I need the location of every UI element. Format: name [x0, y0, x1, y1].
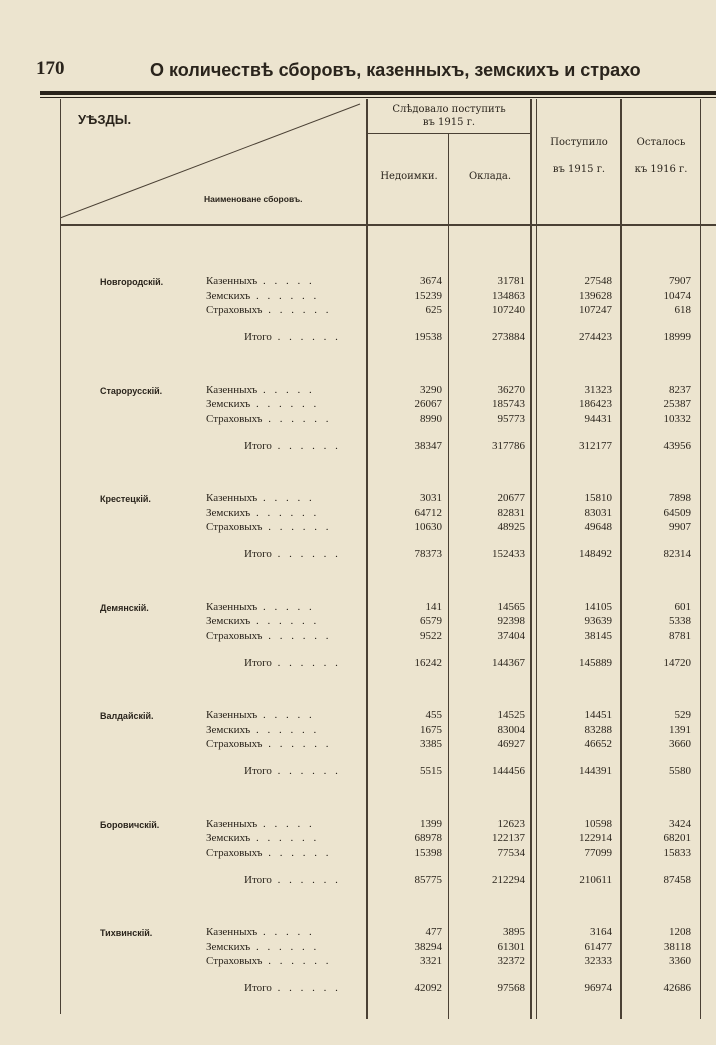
table-cell: 477 — [425, 926, 442, 938]
row-label — [206, 724, 366, 736]
leader-dots: . . . . . . — [250, 940, 320, 953]
page-title: О количествѣ сборовъ, казенныхъ, земскихъ и страхо — [150, 60, 641, 80]
total-cell: 16242 — [414, 656, 442, 669]
leader-dots: . . . . . — [257, 492, 315, 504]
total-cell: 144367 — [492, 656, 525, 669]
row-label-text: Страховыхъ — [206, 738, 263, 750]
table-cell: 82831 — [497, 506, 525, 519]
table-cell: 455 — [425, 709, 442, 721]
column-header-postupilo — [538, 136, 620, 176]
leader-dots: . . . . . . — [250, 723, 320, 736]
table-cell: 68978 — [414, 832, 442, 844]
row-label — [206, 941, 366, 953]
row-label-text: Казенныхъ — [206, 600, 258, 613]
ostalos-line1: Осталось — [636, 137, 686, 148]
row-label-text: Казенныхъ — [206, 926, 258, 938]
leader-dots: . . . . . . — [262, 738, 332, 750]
total-cell: 152433 — [492, 548, 525, 560]
table-cell: 48925 — [497, 521, 525, 533]
row-label-text: Страховыхъ — [206, 955, 263, 967]
table-cell: 3660 — [669, 738, 691, 750]
row-label-text: Земскихъ — [206, 506, 251, 519]
table-cell: 10474 — [663, 289, 691, 302]
table-cell: 26067 — [414, 398, 442, 410]
total-label-text: Итого — [244, 873, 272, 886]
leader-dots: . . . . . — [257, 383, 315, 396]
table-cell: 6579 — [420, 615, 442, 627]
table-cell: 38145 — [584, 629, 612, 642]
table-cell: 3360 — [669, 955, 691, 967]
table-cell: 122137 — [492, 832, 525, 844]
table-cell: 122914 — [579, 832, 612, 844]
table-cell: 3031 — [420, 492, 442, 504]
table-cell: 107247 — [579, 304, 612, 316]
row-label — [206, 521, 366, 533]
row-label-text: Земскихъ — [206, 832, 251, 844]
column-header-naimenovanie: Наименоване сборовъ. — [204, 194, 303, 204]
leader-dots: . . . . . . — [271, 548, 341, 560]
leader-dots: . . . . . . — [250, 506, 320, 519]
column-header-oklada: Оклада. — [468, 171, 512, 182]
total-cell: 18999 — [663, 331, 691, 343]
row-label-text: Казенныхъ — [206, 383, 258, 396]
row-label-text: Страховыхъ — [206, 846, 263, 859]
leader-dots: . . . . . . — [271, 873, 341, 886]
table-cell: 8990 — [420, 412, 442, 425]
leader-dots: . . . . . . — [250, 398, 320, 410]
total-cell: 312177 — [579, 439, 612, 452]
total-label-text: Итого — [244, 548, 272, 560]
table-cell: 83004 — [497, 723, 525, 736]
table-cell: 139628 — [579, 289, 612, 302]
leader-dots: . . . . . . — [262, 521, 332, 533]
district-name: Демянскій. — [100, 602, 149, 613]
table-cell: 1208 — [669, 926, 691, 938]
table-cell: 61477 — [584, 940, 612, 953]
total-label-text: Итого — [244, 656, 272, 669]
table-cell: 14105 — [584, 600, 612, 613]
total-cell: 212294 — [492, 873, 525, 886]
column-divider — [530, 99, 532, 1019]
sledovalo-line1: Слѣдовало поступить — [392, 104, 506, 115]
row-label — [206, 818, 366, 830]
header-rule-thick — [40, 91, 716, 95]
column-divider — [448, 133, 449, 1019]
column-header-nedoimki: Недоимки. — [380, 171, 438, 182]
table-cell: 9522 — [420, 629, 442, 642]
column-header-ostalos — [622, 136, 700, 176]
leader-dots: . . . . . . — [262, 629, 332, 642]
table-cell: 625 — [425, 304, 442, 316]
table-cell: 20677 — [497, 492, 525, 504]
total-cell: 19538 — [414, 331, 442, 343]
table-cell: 68201 — [663, 832, 691, 844]
total-cell: 96974 — [584, 982, 612, 994]
table-cell: 77099 — [584, 846, 612, 859]
row-label-text: Страховыхъ — [206, 629, 263, 642]
sledovalo-line2: въ 1915 г. — [422, 117, 476, 128]
table-cell: 25387 — [663, 398, 691, 410]
row-label — [206, 615, 366, 627]
table-cell: 77534 — [497, 846, 525, 859]
total-cell: 5515 — [420, 765, 442, 777]
leader-dots: . . . . . . — [262, 412, 332, 425]
table-cell: 46927 — [497, 738, 525, 750]
table-cell: 601 — [674, 600, 691, 613]
district-name: Боровичскій. — [100, 819, 160, 830]
table-cell: 93639 — [584, 615, 612, 627]
total-cell: 42686 — [663, 982, 691, 994]
table-cell: 8781 — [669, 629, 691, 642]
table-cell: 5338 — [669, 615, 691, 627]
table-cell: 141 — [425, 600, 442, 613]
leader-dots: . . . . . . — [271, 439, 341, 452]
table-cell: 10630 — [414, 521, 442, 533]
leader-dots: . . . . . . — [271, 656, 341, 669]
table-cell: 618 — [674, 304, 691, 316]
row-label — [206, 275, 366, 287]
total-label — [244, 765, 366, 777]
column-divider — [700, 99, 701, 1019]
leader-dots: . . . . . . — [271, 331, 341, 343]
row-label — [206, 630, 366, 642]
total-label — [244, 657, 366, 669]
table-cell: 32333 — [584, 955, 612, 967]
table-border-left — [60, 99, 61, 1014]
total-label — [244, 874, 366, 886]
total-cell: 78373 — [414, 548, 442, 560]
table-cell: 38118 — [663, 940, 691, 953]
leader-dots: . . . . . . — [262, 846, 332, 859]
row-label-text: Казенныхъ — [206, 492, 258, 504]
total-cell: 210611 — [579, 873, 612, 886]
total-label — [244, 331, 366, 343]
table-cell: 15398 — [414, 846, 442, 859]
total-label — [244, 440, 366, 452]
table-cell: 107240 — [492, 304, 525, 316]
table-cell: 64712 — [414, 506, 442, 519]
row-label — [206, 955, 366, 967]
ostalos-line2: къ 1916 г. — [634, 164, 688, 175]
table-cell: 49648 — [584, 521, 612, 533]
leader-dots: . . . . . — [257, 275, 315, 287]
table-cell: 14565 — [497, 600, 525, 613]
row-label — [206, 398, 366, 410]
table-cell: 46652 — [584, 738, 612, 750]
table-cell: 15810 — [584, 492, 612, 504]
header-bottom-rule — [60, 224, 716, 226]
row-label-text: Казенныхъ — [206, 817, 258, 830]
postupilo-line1: Поступило — [550, 137, 608, 148]
total-label — [244, 548, 366, 560]
leader-dots: . . . . . . — [250, 832, 320, 844]
row-label — [206, 413, 366, 425]
row-label-text: Страховыхъ — [206, 304, 263, 316]
column-divider — [620, 99, 622, 1019]
row-label — [206, 384, 366, 396]
district-name: Крестецкій. — [100, 494, 151, 504]
leader-dots: . . . . . . — [262, 304, 332, 316]
row-label-text: Земскихъ — [206, 940, 251, 953]
row-label-text: Земскихъ — [206, 398, 251, 410]
table-cell: 3290 — [420, 383, 442, 396]
table-cell: 529 — [674, 709, 691, 721]
table-cell: 31781 — [497, 275, 525, 287]
row-label-text: Страховыхъ — [206, 412, 263, 425]
row-label-text: Казенныхъ — [206, 709, 258, 721]
total-label-text: Итого — [244, 982, 272, 994]
district-name: Валдайскій. — [100, 711, 154, 721]
leader-dots: . . . . . . — [262, 955, 332, 967]
total-cell: 43956 — [663, 439, 691, 452]
row-label — [206, 926, 366, 938]
total-cell: 148492 — [579, 548, 612, 560]
total-cell: 5580 — [669, 765, 691, 777]
postupilo-line2: въ 1915 г. — [552, 164, 606, 175]
row-label — [206, 709, 366, 721]
leader-dots: . . . . . — [257, 926, 315, 938]
row-label-text: Земскихъ — [206, 289, 251, 302]
total-label-text: Итого — [244, 765, 272, 777]
leader-dots: . . . . . . — [250, 615, 320, 627]
total-cell: 97568 — [497, 982, 525, 994]
table-cell: 3321 — [420, 955, 442, 967]
table-cell: 27548 — [584, 275, 612, 287]
row-label — [206, 832, 366, 844]
table-cell: 94431 — [584, 412, 612, 425]
header-rule-thin — [40, 97, 716, 98]
total-label-text: Итого — [244, 439, 272, 452]
total-cell: 145889 — [579, 656, 612, 669]
table-cell: 134863 — [492, 289, 525, 302]
table-cell: 3674 — [420, 275, 442, 287]
total-cell: 42092 — [414, 982, 442, 994]
total-label — [244, 982, 366, 994]
row-label — [206, 507, 366, 519]
table-cell: 8237 — [669, 383, 691, 396]
table-cell: 36270 — [497, 383, 525, 396]
total-label-text: Итого — [244, 331, 272, 343]
table-cell: 15239 — [414, 289, 442, 302]
total-cell: 144456 — [492, 765, 525, 777]
table-cell: 186423 — [579, 398, 612, 410]
table-cell: 15833 — [663, 846, 691, 859]
leader-dots: . . . . . — [257, 709, 315, 721]
total-cell: 82314 — [663, 548, 691, 560]
table-cell: 32372 — [497, 955, 525, 967]
row-label — [206, 738, 366, 750]
table-cell: 37404 — [497, 629, 525, 642]
table-cell: 38294 — [414, 940, 442, 953]
row-label-text: Страховыхъ — [206, 521, 263, 533]
leader-dots: . . . . . . — [271, 765, 341, 777]
table-cell: 64509 — [663, 506, 691, 519]
leader-dots: . . . . . — [257, 817, 315, 830]
table-cell: 3895 — [503, 926, 525, 938]
total-cell: 274423 — [579, 331, 612, 343]
leader-dots: . . . . . . — [271, 982, 341, 994]
table-cell: 9907 — [669, 521, 691, 533]
total-cell: 85775 — [414, 873, 442, 886]
table-cell: 1675 — [420, 723, 442, 736]
row-label — [206, 847, 366, 859]
total-cell: 38347 — [414, 439, 442, 452]
total-cell: 87458 — [663, 873, 691, 886]
row-label — [206, 492, 366, 504]
row-label-text: Земскихъ — [206, 615, 251, 627]
table-cell: 7898 — [669, 492, 691, 504]
header-divider — [368, 133, 530, 134]
row-label-text: Казенныхъ — [206, 275, 258, 287]
leader-dots: . . . . . — [257, 600, 315, 613]
table-cell: 10598 — [584, 817, 612, 830]
table-cell: 83288 — [584, 723, 612, 736]
table-cell: 185743 — [492, 398, 525, 410]
row-label — [206, 290, 366, 302]
table-cell: 10332 — [663, 412, 691, 425]
district-name: Новгородскій. — [100, 277, 164, 287]
row-label-text: Земскихъ — [206, 723, 251, 736]
table-cell: 1391 — [669, 723, 691, 736]
row-label — [206, 304, 366, 316]
column-header-uezdy: УѢЗДЫ. — [78, 112, 132, 127]
table-cell: 14525 — [497, 709, 525, 721]
district-name: Тихвинскій. — [100, 928, 153, 938]
table-cell: 92398 — [497, 615, 525, 627]
table-cell: 3385 — [420, 738, 442, 750]
table-cell: 95773 — [497, 412, 525, 425]
column-header-sledovalo — [370, 103, 528, 129]
total-cell: 144391 — [579, 765, 612, 777]
table-cell: 7907 — [669, 275, 691, 287]
district-name: Старорусскій. — [100, 385, 163, 396]
row-label — [206, 601, 366, 613]
total-cell: 14720 — [663, 656, 691, 669]
table-cell: 12623 — [497, 817, 525, 830]
total-cell: 273884 — [492, 331, 525, 343]
table-cell: 31323 — [584, 383, 612, 396]
leader-dots: . . . . . . — [250, 289, 320, 302]
table-cell: 3424 — [669, 817, 691, 830]
column-divider — [366, 99, 368, 1019]
table-cell: 1399 — [420, 817, 442, 830]
page-number: 170 — [36, 58, 65, 79]
table-cell: 14451 — [584, 709, 612, 721]
table-cell: 61301 — [497, 940, 525, 953]
total-cell: 317786 — [492, 439, 525, 452]
table-cell: 3164 — [590, 926, 612, 938]
table-cell: 83031 — [584, 506, 612, 519]
